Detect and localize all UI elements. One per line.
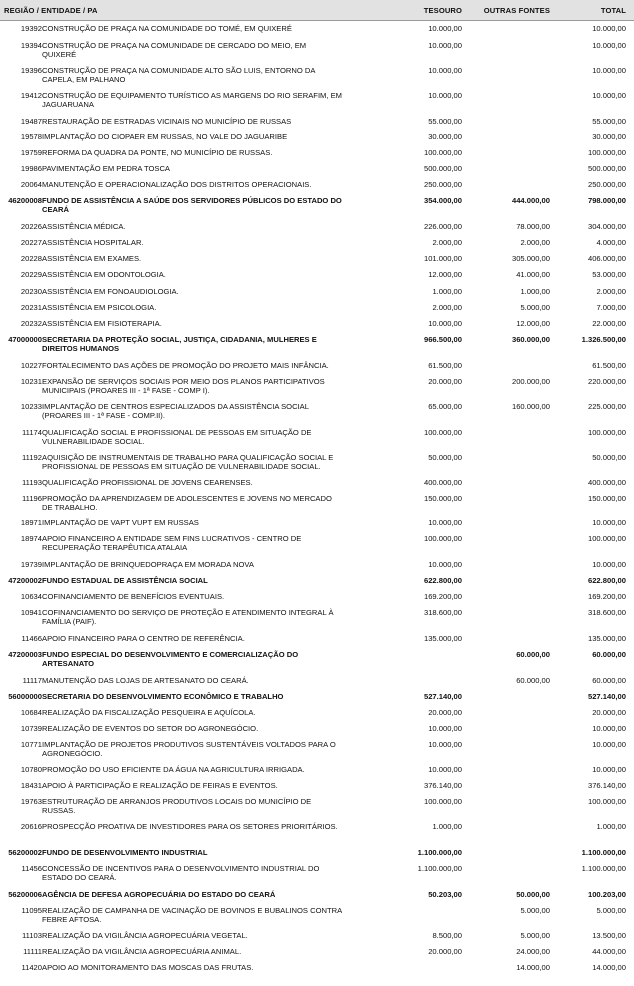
row-description: REALIZAÇÃO DA VIGILÂNCIA AGROPECUÁRIA VEGETAL. (42, 931, 248, 940)
row-description: COFINANCIAMENTO DO SERVIÇO DE PROTEÇÃO E ATENDIMENTO INTEGRAL À FAMÍLIA (PAIF). (42, 608, 334, 627)
row-tesouro: 400.000,00 (423, 478, 462, 487)
row-code: 19759 (20, 148, 42, 157)
row-description: ASSISTÊNCIA EM ODONTOLOGIA. (42, 270, 166, 279)
row-description: REALIZAÇÃO DA VIGILÂNCIA AGROPECUÁRIA ANIMAL. (42, 947, 242, 956)
row-description: IMPLANTAÇÃO DE BRINQUEDOPRAÇA EM MORADA NOVA (42, 560, 254, 569)
column-header-total: TOTAL (600, 6, 626, 15)
row-tesouro: 65.000,00 (428, 402, 462, 411)
row-description: AQUISIÇÃO DE INSTRUMENTAIS DE TRABALHO PARA QUALIFICAÇÃO SOCIAL E PROFISSIONAL DE PESSOAS EM SITUAÇÃO DE VULNERABILIDADE SOCIAL. (42, 453, 334, 472)
column-header-tesouro: TESOURO (423, 6, 462, 15)
row-total: 100.000,00 (587, 428, 626, 437)
row-total: 13.500,00 (592, 931, 626, 940)
row-description: SECRETARIA DO DESENVOLVIMENTO ECONÔMICO E TRABALHO (42, 692, 284, 701)
row-code: 11117 (22, 676, 42, 685)
row-description: FORTALECIMENTO DAS AÇÕES DE PROMOÇÃO DO PROJETO MAIS INFÂNCIA. (42, 361, 329, 370)
row-tesouro: 318.600,00 (423, 608, 462, 617)
row-total: 7.000,00 (596, 303, 626, 312)
row-code: 20226 (20, 222, 42, 231)
row-total: 10.000,00 (592, 66, 626, 75)
row-description: ASSISTÊNCIA EM PSICOLOGIA. (42, 303, 157, 312)
row-total: 100.203,00 (587, 890, 626, 899)
row-outras-fontes: 60.000,00 (516, 650, 550, 659)
row-total: 44.000,00 (592, 947, 626, 956)
row-description: ASSISTÊNCIA EM FISIOTERAPIA. (42, 319, 162, 328)
row-code: 19739 (20, 560, 42, 569)
column-header-outras-fontes: OUTRAS FONTES (483, 6, 550, 15)
row-description: PROMOÇÃO DA APRENDIZAGEM DE ADOLESCENTES E JOVENS NO MERCADO DE TRABALHO. (42, 494, 332, 513)
row-tesouro: 169.200,00 (423, 592, 462, 601)
row-total: 10.000,00 (592, 24, 626, 33)
row-code: 10780 (20, 765, 42, 774)
row-tesouro: 12.000,00 (428, 270, 462, 279)
row-tesouro: 2.000,00 (432, 238, 462, 247)
row-total: 10.000,00 (592, 91, 626, 100)
row-total: 10.000,00 (592, 724, 626, 733)
row-total: 225.000,00 (587, 402, 626, 411)
row-code: 20228 (20, 254, 42, 263)
row-tesouro: 10.000,00 (428, 560, 462, 569)
row-tesouro: 100.000,00 (423, 148, 462, 157)
row-total: 1.100.000,00 (581, 864, 626, 873)
row-tesouro: 10.000,00 (428, 24, 462, 33)
row-code: 10634 (20, 592, 42, 601)
row-code: 10231 (20, 377, 42, 386)
row-total: 400.000,00 (587, 478, 626, 487)
row-tesouro: 135.000,00 (423, 634, 462, 643)
row-code: 20230 (20, 287, 42, 296)
row-code: 11192 (22, 453, 42, 462)
row-outras-fontes: 160.000,00 (511, 402, 550, 411)
row-code: 10684 (20, 708, 42, 717)
row-description: PAVIMENTAÇÃO EM PEDRA TOSCA (42, 164, 170, 173)
row-code: 19487 (20, 117, 42, 126)
row-description: IMPLANTAÇÃO DE PROJETOS PRODUTIVOS SUSTENTÁVEIS VOLTADOS PARA O AGRONEGÓCIO. (42, 740, 336, 759)
row-total: 318.600,00 (587, 608, 626, 617)
row-tesouro: 2.000,00 (432, 303, 462, 312)
row-total: 30.000,00 (592, 132, 626, 141)
row-description: IMPLANTAÇÃO DO CIOPAER EM RUSSAS, NO VALE DO JAGUARIBE (42, 132, 288, 141)
row-tesouro: 966.500,00 (423, 335, 462, 344)
row-description: APOIO AO MONITORAMENTO DAS MOSCAS DAS FRUTAS. (42, 963, 254, 972)
row-description: QUALIFICAÇÃO PROFISSIONAL DE JOVENS CEARENSES. (42, 478, 253, 487)
row-description: ASSISTÊNCIA EM EXAMES. (42, 254, 142, 263)
row-code: 19578 (20, 132, 42, 141)
row-description: REFORMA DA QUADRA DA PONTE, NO MUNICÍPIO DE RUSSAS. (42, 148, 273, 157)
row-code: 11111 (23, 947, 42, 956)
row-code: 10941 (20, 608, 42, 617)
row-description: CONSTRUÇÃO DE PRAÇA NA COMUNIDADE DO TOMÉ, EM QUIXERÉ (42, 24, 292, 33)
row-outras-fontes: 12.000,00 (516, 319, 550, 328)
row-code: 19763 (20, 797, 42, 806)
row-tesouro: 101.000,00 (423, 254, 462, 263)
row-total: 135.000,00 (587, 634, 626, 643)
row-outras-fontes: 200.000,00 (511, 377, 550, 386)
row-tesouro: 10.000,00 (428, 66, 462, 75)
row-tesouro: 50.203,00 (428, 890, 462, 899)
row-tesouro: 10.000,00 (428, 740, 462, 749)
row-tesouro: 1.100.000,00 (417, 864, 462, 873)
row-code: 11196 (22, 494, 42, 503)
row-code: 20231 (20, 303, 42, 312)
row-total: 100.000,00 (587, 797, 626, 806)
row-description: SECRETARIA DA PROTEÇÃO SOCIAL, JUSTIÇA, CIDADANIA, MULHERES E DIREITOS HUMANOS (42, 335, 317, 354)
row-total: 5.000,00 (596, 906, 626, 915)
row-outras-fontes: 14.000,00 (516, 963, 550, 972)
row-description: QUALIFICAÇÃO SOCIAL E PROFISSIONAL DE PESSOAS EM SITUAÇÃO DE VULNERABILIDADE SOCIAL. (42, 428, 312, 447)
row-code: 11456 (21, 864, 42, 873)
row-description: REALIZAÇÃO DE EVENTOS DO SETOR DO AGRONEGÓCIO. (42, 724, 259, 733)
row-code: 18431 (20, 781, 42, 790)
row-tesouro: 10.000,00 (428, 319, 462, 328)
row-code: 19392 (20, 24, 42, 33)
row-description: ASSISTÊNCIA MÉDICA. (42, 222, 126, 231)
row-code: 46200008 (8, 196, 42, 205)
row-code: 47000000 (8, 335, 42, 344)
row-tesouro: 20.000,00 (428, 377, 462, 386)
row-description: COFINANCIAMENTO DE BENEFÍCIOS EVENTUAIS. (42, 592, 225, 601)
row-total: 10.000,00 (592, 41, 626, 50)
row-outras-fontes: 5.000,00 (520, 931, 550, 940)
row-code: 10771 (20, 740, 42, 749)
row-tesouro: 100.000,00 (423, 428, 462, 437)
row-description: ASSISTÊNCIA HOSPITALAR. (42, 238, 144, 247)
row-tesouro: 10.000,00 (428, 91, 462, 100)
row-tesouro: 1.100.000,00 (417, 848, 462, 857)
row-tesouro: 20.000,00 (428, 708, 462, 717)
row-total: 14.000,00 (592, 963, 626, 972)
row-total: 1.100.000,00 (581, 848, 626, 857)
row-outras-fontes: 305.000,00 (511, 254, 550, 263)
row-code: 11420 (21, 963, 42, 972)
row-total: 100.000,00 (587, 148, 626, 157)
row-total: 406.000,00 (587, 254, 626, 263)
row-description: EXPANSÃO DE SERVIÇOS SOCIAIS POR MEIO DOS PLANOS PARTICIPATIVOS MUNICIPAIS (PROARES III - 1ª FASE - COMP I). (42, 377, 325, 396)
row-tesouro: 100.000,00 (423, 534, 462, 543)
row-outras-fontes: 5.000,00 (520, 303, 550, 312)
row-tesouro: 500.000,00 (423, 164, 462, 173)
row-code: 18971 (20, 518, 42, 527)
row-code: 56200002 (8, 848, 42, 857)
row-code: 20616 (20, 822, 42, 831)
row-description: CONCESSÃO DE INCENTIVOS PARA O DESENVOLVIMENTO INDUSTRIAL DO ESTADO DO CEARÁ. (42, 864, 320, 883)
row-tesouro: 354.000,00 (423, 196, 462, 205)
row-code: 10233 (20, 402, 42, 411)
row-outras-fontes: 50.000,00 (516, 890, 550, 899)
row-description: RESTAURAÇÃO DE ESTRADAS VICINAIS NO MUNICÍPIO DE RUSSAS (42, 117, 292, 126)
row-description: FUNDO DE DESENVOLVIMENTO INDUSTRIAL (42, 848, 208, 857)
row-code: 11095 (21, 906, 42, 915)
row-total: 10.000,00 (592, 518, 626, 527)
row-code: 10227 (20, 361, 42, 370)
row-outras-fontes: 360.000,00 (511, 335, 550, 344)
row-total: 500.000,00 (587, 164, 626, 173)
row-code: 11174 (22, 428, 42, 437)
row-outras-fontes: 1.000,00 (520, 287, 550, 296)
row-outras-fontes: 5.000,00 (520, 906, 550, 915)
row-total: 61.500,00 (592, 361, 626, 370)
row-tesouro: 100.000,00 (423, 797, 462, 806)
row-tesouro: 30.000,00 (428, 132, 462, 141)
row-description: APOIO FINANCEIRO A ENTIDADE SEM FINS LUCRATIVOS - CENTRO DE RECUPERAÇÃO TERAPÊUTICA ATALAIA (42, 534, 302, 553)
row-description: FUNDO ESPECIAL DO DESENVOLVIMENTO E COMERCIALIZAÇÃO DO ARTESANATO (42, 650, 299, 669)
row-total: 220.000,00 (587, 377, 626, 386)
row-code: 20064 (20, 180, 42, 189)
row-description: MANUTENÇÃO E OPERACIONALIZAÇÃO DOS DISTRITOS OPERACIONAIS. (42, 180, 312, 189)
row-total: 622.800,00 (587, 576, 626, 585)
row-code: 20229 (20, 270, 42, 279)
row-description: APOIO FINANCEIRO PARA O CENTRO DE REFERÊNCIA. (42, 634, 245, 643)
row-description: CONSTRUÇÃO DE PRAÇA NA COMUNIDADE DE CERCADO DO MEIO, EM QUIXERÉ (42, 41, 307, 60)
row-total: 4.000,00 (596, 238, 626, 247)
row-tesouro: 10.000,00 (428, 41, 462, 50)
row-code: 56200006 (8, 890, 42, 899)
row-code: 20227 (20, 238, 42, 247)
row-tesouro: 50.000,00 (428, 453, 462, 462)
row-total: 50.000,00 (592, 453, 626, 462)
row-total: 250.000,00 (587, 180, 626, 189)
row-total: 376.140,00 (587, 781, 626, 790)
row-description: MANUTENÇÃO DAS LOJAS DE ARTESANATO DO CEARÁ. (42, 676, 249, 685)
row-description: FUNDO DE ASSISTÊNCIA A SAÚDE DOS SERVIDORES PÚBLICOS DO ESTADO DO CEARÁ (42, 196, 342, 215)
row-total: 798.000,00 (587, 196, 626, 205)
row-description: IMPLANTAÇÃO DE VAPT VUPT EM RUSSAS (42, 518, 199, 527)
row-tesouro: 8.500,00 (432, 931, 462, 940)
row-description: ASSISTÊNCIA EM FONOAUDIOLOGIA. (42, 287, 179, 296)
row-description: ESTRUTURAÇÃO DE ARRANJOS PRODUTIVOS LOCAIS DO MUNICÍPIO DE RUSSAS. (42, 797, 312, 816)
row-description: IMPLANTAÇÃO DE CENTROS ESPECIALIZADOS DA ASSISTÊNCIA SOCIAL (PROARES III - 1ª FASE - COMP.II). (42, 402, 309, 421)
row-tesouro: 527.140,00 (423, 692, 462, 701)
row-total: 55.000,00 (592, 117, 626, 126)
row-code: 11103 (22, 931, 42, 940)
row-tesouro: 10.000,00 (428, 518, 462, 527)
row-outras-fontes: 2.000,00 (520, 238, 550, 247)
row-total: 22.000,00 (592, 319, 626, 328)
row-code: 19394 (20, 41, 42, 50)
row-description: AGÊNCIA DE DEFESA AGROPECUÁRIA DO ESTADO DO CEARÁ (42, 890, 276, 899)
row-total: 1.326.500,00 (581, 335, 626, 344)
row-total: 20.000,00 (592, 708, 626, 717)
row-outras-fontes: 444.000,00 (511, 196, 550, 205)
row-tesouro: 55.000,00 (428, 117, 462, 126)
row-outras-fontes: 24.000,00 (516, 947, 550, 956)
column-header-regiao: REGIÃO / ENTIDADE / PA (4, 6, 98, 15)
row-outras-fontes: 60.000,00 (516, 676, 550, 685)
table-header (0, 0, 634, 21)
row-code: 19986 (20, 164, 42, 173)
row-tesouro: 61.500,00 (428, 361, 462, 370)
row-description: REALIZAÇÃO DE CAMPANHA DE VACINAÇÃO DE BOVINOS E BUBALINOS CONTRA FEBRE AFTOSA. (42, 906, 342, 925)
row-code: 19396 (20, 66, 42, 75)
row-total: 53.000,00 (592, 270, 626, 279)
row-total: 10.000,00 (592, 740, 626, 749)
row-tesouro: 622.800,00 (423, 576, 462, 585)
row-tesouro: 150.000,00 (423, 494, 462, 503)
row-total: 527.140,00 (587, 692, 626, 701)
row-total: 150.000,00 (587, 494, 626, 503)
row-description: REALIZAÇÃO DA FISCALIZAÇÃO PESQUEIRA E AQUÍCOLA. (42, 708, 256, 717)
row-total: 10.000,00 (592, 765, 626, 774)
row-total: 60.000,00 (592, 676, 626, 685)
row-description: PROMOÇÃO DO USO EFICIENTE DA ÁGUA NA AGRICULTURA IRRIGADA. (42, 765, 305, 774)
row-code: 18974 (20, 534, 42, 543)
row-tesouro: 376.140,00 (423, 781, 462, 790)
row-total: 169.200,00 (587, 592, 626, 601)
row-code: 47200003 (8, 650, 42, 659)
row-outras-fontes: 41.000,00 (516, 270, 550, 279)
row-total: 2.000,00 (596, 287, 626, 296)
row-total: 304.000,00 (587, 222, 626, 231)
row-tesouro: 1.000,00 (432, 822, 462, 831)
row-description: FUNDO ESTADUAL DE ASSISTÊNCIA SOCIAL (42, 576, 208, 585)
row-code: 19412 (20, 91, 42, 100)
row-total: 10.000,00 (592, 560, 626, 569)
row-tesouro: 20.000,00 (428, 947, 462, 956)
row-total: 1.000,00 (596, 822, 626, 831)
row-description: PROSPECÇÃO PROATIVA DE INVESTIDORES PARA OS SETORES PRIORITÁRIOS. (42, 822, 338, 831)
row-code: 11466 (21, 634, 42, 643)
row-code: 47200002 (8, 576, 42, 585)
row-description: CONSTRUÇÃO DE EQUIPAMENTO TURÍSTICO AS MARGENS DO RIO SERAFIM, EM JAGUARUANA (42, 91, 342, 110)
row-tesouro: 226.000,00 (423, 222, 462, 231)
row-code: 10739 (20, 724, 42, 733)
row-total: 100.000,00 (587, 534, 626, 543)
row-code: 56000000 (8, 692, 42, 701)
row-tesouro: 1.000,00 (432, 287, 462, 296)
row-code: 20232 (20, 319, 42, 328)
row-description: CONSTRUÇÃO DE PRAÇA NA COMUNIDADE ALTO SÃO LUIS, ENTORNO DA CAPELA, EM PALHANO (42, 66, 316, 85)
row-outras-fontes: 78.000,00 (516, 222, 550, 231)
row-tesouro: 10.000,00 (428, 724, 462, 733)
row-description: APOIO À PARTICIPAÇÃO E REALIZAÇÃO DE FEIRAS E EVENTOS. (42, 781, 278, 790)
row-tesouro: 250.000,00 (423, 180, 462, 189)
row-total: 60.000,00 (592, 650, 626, 659)
row-code: 11193 (22, 478, 42, 487)
row-tesouro: 10.000,00 (428, 765, 462, 774)
